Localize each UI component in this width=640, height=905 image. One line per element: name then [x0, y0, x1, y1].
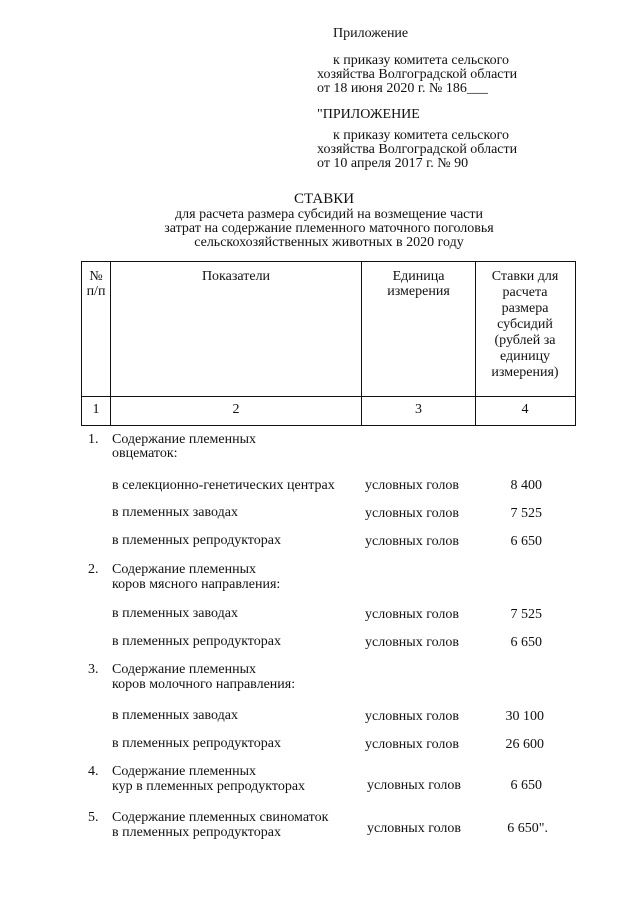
row-unit: условных голов	[367, 821, 462, 836]
quoted-ref-line: к приказу комитета сельского	[333, 128, 510, 143]
item-title-line: коров молочного направления:	[112, 677, 296, 692]
item-number: 2.	[88, 562, 99, 577]
document-title: СТАВКИ	[293, 191, 355, 207]
row-label: в племенных репродукторах	[112, 634, 281, 649]
row-value: 7 525	[510, 607, 542, 622]
item-number: 5.	[88, 810, 99, 825]
document-subtitle-line: сельскохозяйственных животных в 2020 году	[194, 235, 464, 250]
row-unit: условных голов	[365, 709, 460, 724]
table-divider	[81, 396, 575, 397]
item-title-line: Содержание племенных	[112, 764, 257, 779]
item-number: 4.	[88, 764, 99, 779]
appendix-ref-line: к приказу комитета сельского	[333, 53, 510, 68]
row-label: в племенных заводах	[112, 708, 238, 723]
appendix-title: Приложение	[333, 26, 409, 41]
quoted-ref-line: хозяйства Волгоградской области	[317, 142, 518, 157]
column-number: 3	[415, 402, 422, 417]
row-value: 8 400	[510, 478, 542, 493]
row-value: 6 650	[510, 635, 542, 650]
item-title-line: в племенных репродукторах	[112, 825, 281, 840]
document-subtitle-line: для расчета размера субсидий на возмещение части	[175, 207, 483, 222]
item-number: 3.	[88, 662, 99, 677]
row-value: 6 650	[510, 778, 542, 793]
row-value: 6 650".	[507, 821, 548, 836]
column-number: 4	[521, 402, 529, 417]
table-divider	[110, 261, 111, 425]
item-number: 1.	[88, 432, 99, 447]
row-value: 30 100	[505, 709, 544, 724]
row-unit: условных голов	[365, 478, 460, 493]
appendix-ref-line: от 18 июня 2020 г. № 186___	[317, 81, 488, 96]
row-label: в племенных заводах	[112, 606, 238, 621]
row-value: 7 525	[510, 506, 542, 521]
column-number: 2	[232, 402, 240, 417]
row-label: в племенных репродукторах	[112, 736, 281, 751]
item-title-line: Содержание племенных	[112, 662, 257, 677]
row-unit: условных голов	[365, 737, 460, 752]
document-subtitle-line: затрат на содержание племенного маточного поголовья	[164, 221, 494, 236]
row-unit: условных голов	[365, 635, 460, 650]
quoted-ref-line: от 10 апреля 2017 г. № 90	[317, 156, 469, 171]
row-unit: условных голов	[365, 506, 460, 521]
appendix-ref-line: хозяйства Волгоградской области	[317, 67, 518, 82]
header-rate: Ставки для расчета размера субсидий (рублей за единицу измерения)	[491, 269, 559, 380]
item-title-line: Содержание племенных свиноматок	[112, 810, 329, 825]
item-title-line: Содержание племенных	[112, 562, 257, 577]
row-label: в племенных заводах	[112, 505, 238, 520]
item-title-line: овцематок:	[112, 446, 178, 461]
row-label: в племенных репродукторах	[112, 533, 281, 548]
quoted-appendix-title: "ПРИЛОЖЕНИЕ	[317, 107, 420, 122]
header-unit: Единица измерения	[387, 269, 450, 299]
item-title-line: Содержание племенных	[112, 432, 257, 447]
row-value: 6 650	[510, 534, 542, 549]
row-unit: условных голов	[365, 607, 460, 622]
column-number: 1	[92, 402, 100, 417]
row-unit: условных голов	[367, 778, 462, 793]
header-num: № п/п	[86, 269, 106, 299]
row-label: в селекционно-генетических центрах	[112, 478, 335, 493]
item-title-line: коров мясного направления:	[112, 577, 281, 592]
item-title-line: кур в племенных репродукторах	[112, 779, 306, 794]
header-indicator: Показатели	[201, 269, 271, 284]
row-unit: условных голов	[365, 534, 460, 549]
row-value: 26 600	[505, 737, 544, 752]
